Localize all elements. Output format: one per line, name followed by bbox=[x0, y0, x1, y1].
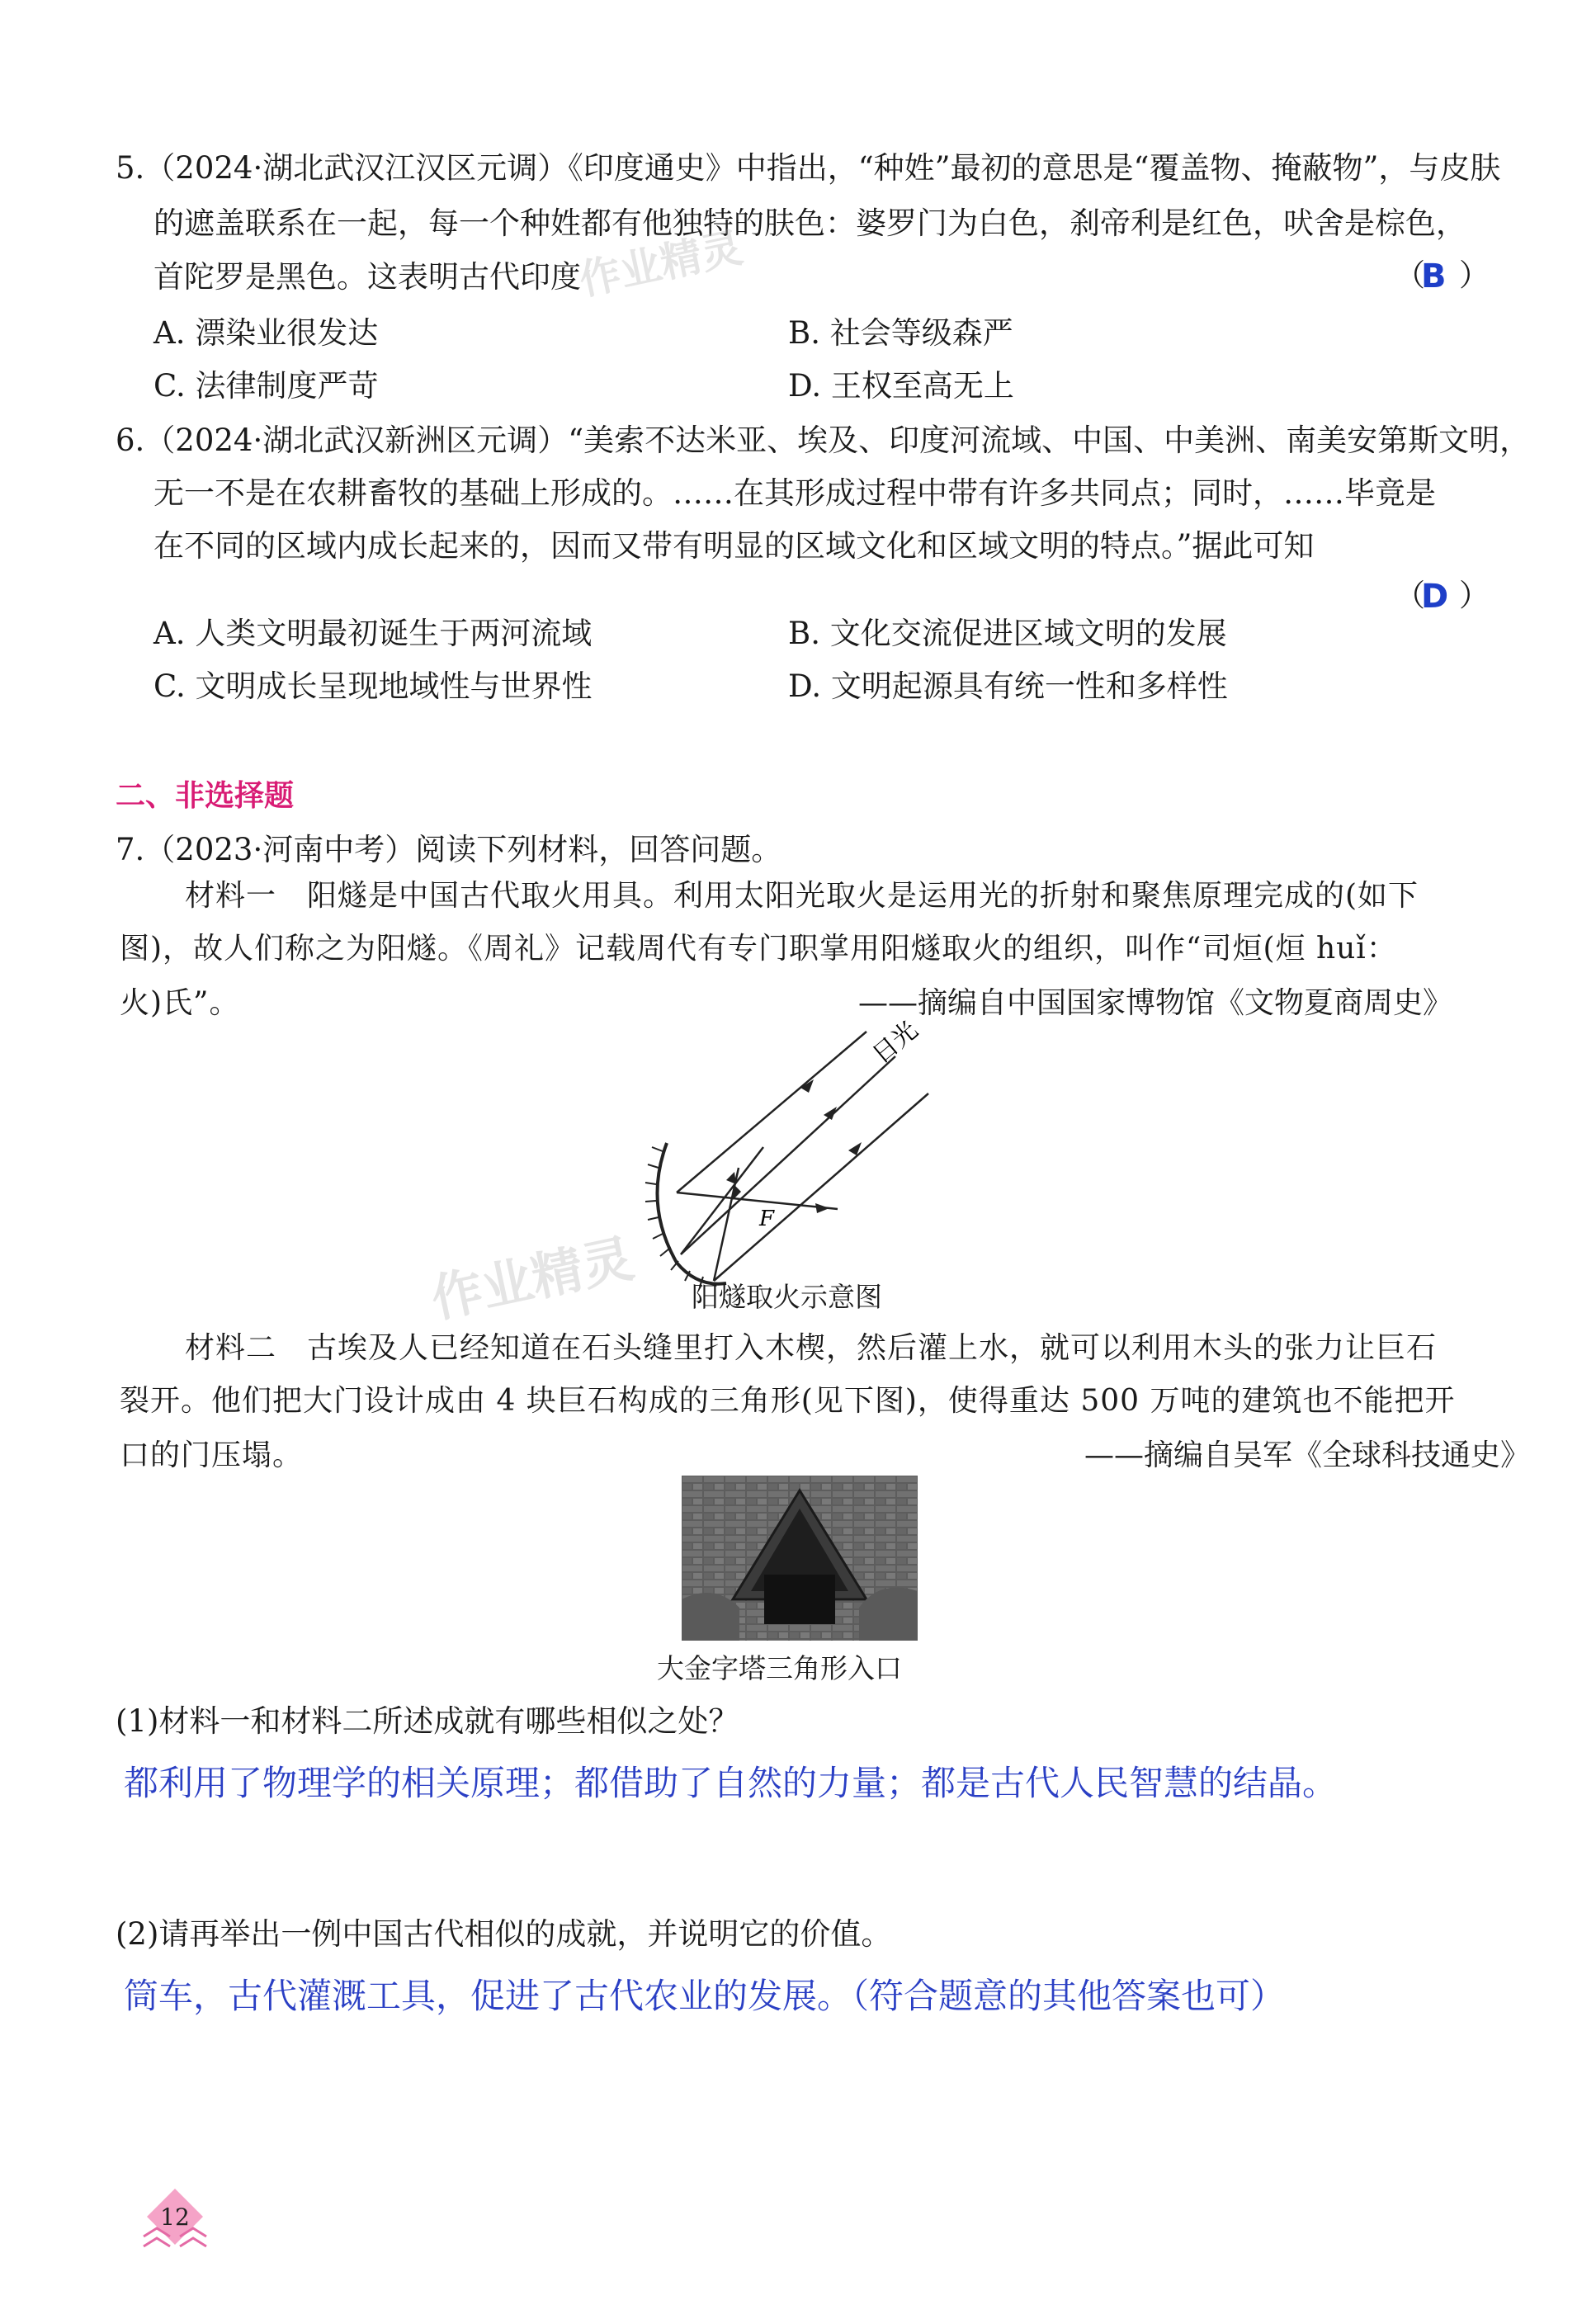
q6-option-a: A. 人类文明最初诞生于两河流域 bbox=[153, 616, 593, 651]
q6-paren-close: ） bbox=[1459, 578, 1490, 613]
q6-line-3: 在不同的区域内成长起来的，因而又带有明显的区域文化和区域文明的特点。”据此可知 bbox=[153, 528, 1315, 564]
q5-option-c: C. 法律制度严苛 bbox=[153, 368, 379, 404]
q6-line-2: 无一不是在农耕畜牧的基础上形成的。……在其形成过程中带有许多共同点；同时，……毕竟是 bbox=[153, 475, 1436, 511]
material2-line-1: 材料二 古埃及人已经知道在石头缝里打入木楔，然后灌上水，就可以利用木头的张力让巨石 bbox=[185, 1331, 1438, 1365]
q5-answer: B bbox=[1421, 257, 1447, 295]
sub2-question: (2)请再举出一例中国古代相似的成就，并说明它的价值。 bbox=[116, 1916, 892, 1952]
q5-line-3: 首陀罗是黑色。这表明古代印度 bbox=[153, 259, 581, 295]
q6-paren-open: （ bbox=[1395, 578, 1425, 613]
watermark-lower: 作业精灵 bbox=[426, 1227, 639, 1330]
sunlight-label: 日光 bbox=[866, 1015, 924, 1070]
page-number: 12 bbox=[160, 2203, 190, 2231]
sub1-answer: 都利用了物理学的相关原理；都借助了自然的力量；都是古代人民智慧的结晶。 bbox=[124, 1763, 1338, 1803]
q5-option-d: D. 王权至高无上 bbox=[788, 368, 1014, 404]
yangsui-diagram bbox=[611, 1015, 957, 1287]
section-title: 二、非选择题 bbox=[116, 779, 295, 813]
q6-option-c: C. 文明成长呈现地域性与世界性 bbox=[153, 668, 593, 704]
material2-line-2: 裂开。他们把大门设计成由 4 块巨石构成的三角形(见下图)，使得重达 500 万吨的建筑也不能把开 bbox=[120, 1384, 1456, 1418]
page-number-badge bbox=[140, 2185, 210, 2255]
q5-paren-open: （ bbox=[1395, 257, 1425, 293]
sun-rays bbox=[677, 1032, 928, 1281]
sub2-answer: 筒车，古代灌溉工具，促进了古代农业的发展。（符合题意的其他答案也可） bbox=[124, 1976, 1286, 2016]
q6-option-b: B. 文化交流促进区域文明的发展 bbox=[788, 616, 1227, 651]
material1-line-3: 火)氏”。 bbox=[120, 986, 240, 1020]
q6-option-d: D. 文明起源具有统一性和多样性 bbox=[788, 668, 1228, 704]
q5-line-1: 5.（2024·湖北武汉江汉区元调）《印度通史》中指出，“种姓”最初的意思是“覆盖物、掩蔽物”，与皮肤 bbox=[116, 150, 1501, 186]
sub1-question: (1)材料一和材料二所述成就有哪些相似之处？ bbox=[116, 1703, 739, 1739]
material2-line-3: 口的门压塌。 bbox=[120, 1438, 304, 1472]
q7-stem: 7.（2023·河南中考）阅读下列材料，回答问题。 bbox=[116, 832, 782, 867]
focus-label: F bbox=[759, 1207, 775, 1231]
material1-source: ——摘编自中国国家博物馆《文物夏商周史》 bbox=[858, 986, 1453, 1020]
q5-option-a: A. 漂染业很发达 bbox=[153, 315, 379, 351]
mirror-arc bbox=[657, 1143, 726, 1284]
material1-line-2: 图)，故人们称之为阳燧。《周礼》记载周代有专门职掌用阳燧取火的组织，叫作“司烜(烜 huǐ： bbox=[120, 932, 1397, 966]
q5-option-b: B. 社会等级森严 bbox=[788, 315, 1013, 351]
q5-paren-close: ） bbox=[1459, 257, 1490, 293]
figure2-caption: 大金字塔三角形入口 bbox=[657, 1652, 902, 1684]
q6-answer: D bbox=[1421, 578, 1449, 616]
material2-source: ——摘编自吴军《全球科技通史》 bbox=[1084, 1438, 1531, 1472]
watermark-upper: 作业精灵 bbox=[574, 223, 747, 305]
figure1-caption: 阳燧取火示意图 bbox=[692, 1281, 882, 1313]
pyramid-entrance-photo bbox=[682, 1476, 918, 1641]
q5-line-2: 的遮盖联系在一起，每一个种姓都有他独特的肤色：婆罗门为白色，刹帝利是红色，吠舍是棕色， bbox=[153, 205, 1466, 241]
q6-line-1: 6.（2024·湖北武汉新洲区元调）“美索不达米亚、埃及、印度河流域、中国、中美洲、南美安第斯文明， bbox=[116, 423, 1531, 458]
material1-line-1: 材料一 阳燧是中国古代取火用具。利用太阳光取火是运用光的折射和聚焦原理完成的(如下 bbox=[185, 879, 1419, 913]
mirror-hatching bbox=[645, 1147, 703, 1287]
